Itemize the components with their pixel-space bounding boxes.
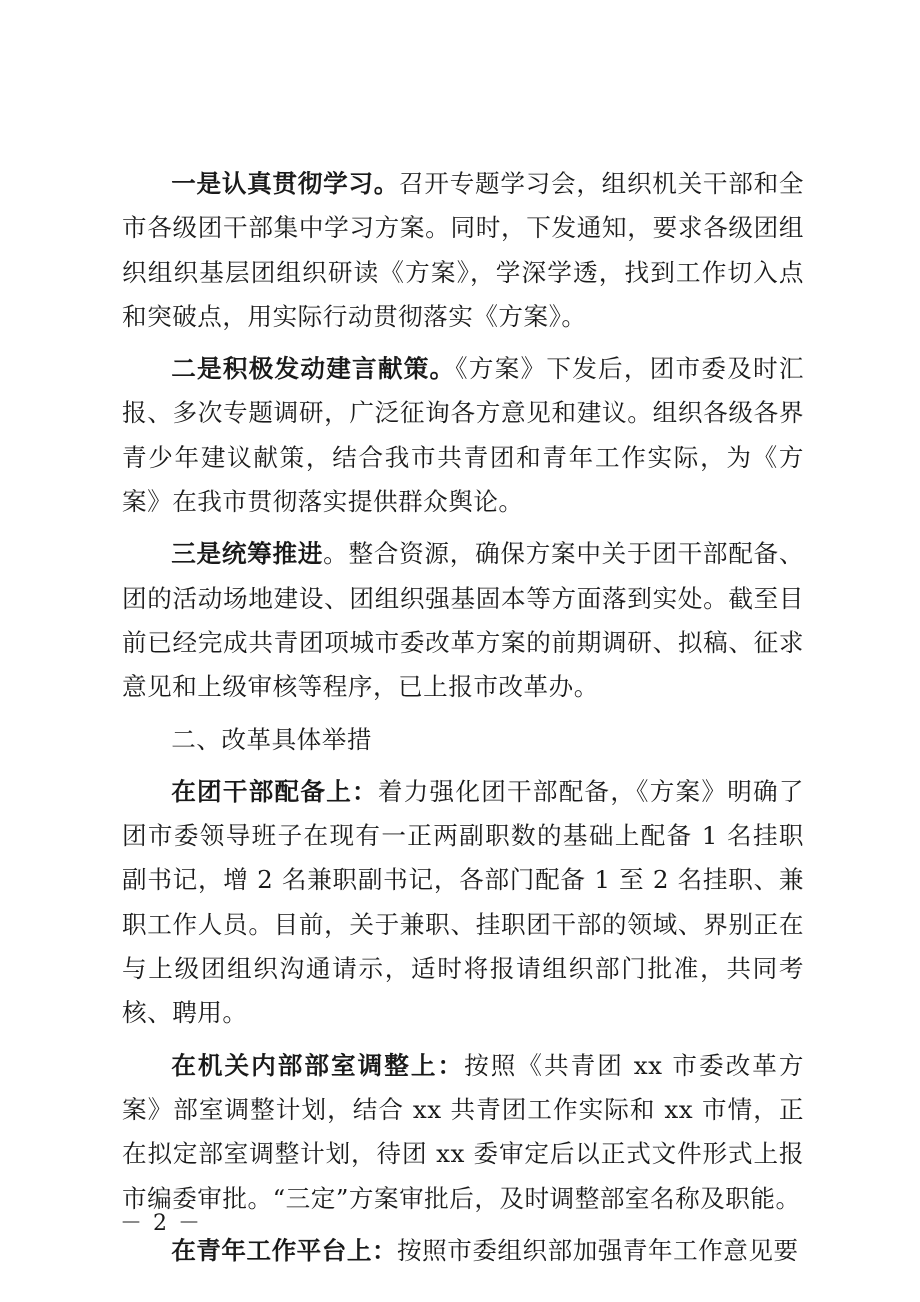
section-heading: 二、改革具体举措: [171, 724, 372, 754]
paragraph-lead: 在团干部配备上：: [171, 776, 378, 806]
paragraph-lead: 二是积极发动建言献策。: [171, 354, 456, 384]
page-number: － 2 －: [120, 1211, 202, 1236]
paragraph-lead: 三是统筹推进: [171, 539, 324, 569]
paragraph-department-adjustment: [122, 1044, 804, 1221]
paragraph-lead: 在机关内部部室调整上：: [171, 1050, 465, 1080]
paragraph-text: 。整合资源，确保方案中关于团干部配备、团的活动场地建设、团组织强基固本等方面落到实处。截至目前已经完成共青团项城市委改革方案的前期调研、拟稿、征求意见和上级审核等程序，已上报市改革办。: [122, 539, 804, 702]
paragraph-lead: 在青年工作平台上：: [171, 1235, 398, 1265]
paragraph-text: 《方案》下发后，团市委及时汇报、多次专题调研，广泛征询各方意见和建议。组织各级各界青少年建议献策，结合我市共青团和青年工作实际，为《方案》在我市贯彻落实提供群众舆论。: [122, 354, 804, 517]
paragraph-cadre-staffing: [122, 770, 804, 1036]
paragraph-coordination: [122, 532, 804, 709]
paragraph-text: 召开专题学习会，组织机关干部和全市各级团干部集中学习方案。同时，下发通知，要求各级团组织组织基层团组织研读《方案》，学深学透，找到工作切入点和突破点，用实际行动贯彻落实《方案》。: [122, 169, 804, 331]
paragraph-text: 着力强化团干部配备，《方案》明确了团市委领导班子在现有一正两副职数的基础上配备 1 名挂职副书记，增 2 名兼职副书记，各部门配备 1 至 2 名挂职、兼职工作人员。目前，关于兼职、挂职团干部的领域、界别正在与上级团组织沟通请示，适时将报请组织部门批准，共同考核、聘用。: [122, 776, 804, 1028]
document-body: [122, 162, 804, 1281]
paragraph-study: [122, 162, 804, 339]
paragraph-lead: 一是认真贯彻学习。: [171, 169, 400, 198]
paragraph-suggestions: [122, 347, 804, 524]
paragraph-text: 按照《共青团 xx 市委改革方案》部室调整计划，结合 xx 共青团工作实际和 xx 市情，正在拟定部室调整计划，待团 xx 委审定后以正式文件形式上报市编委审批。“三定”方案审批后，及时调整部室名称及职能。: [122, 1050, 804, 1213]
paragraph-text: 按照市委组织部加强青年工作意见要: [397, 1235, 799, 1265]
paragraph-youth-platform: [122, 1229, 804, 1273]
